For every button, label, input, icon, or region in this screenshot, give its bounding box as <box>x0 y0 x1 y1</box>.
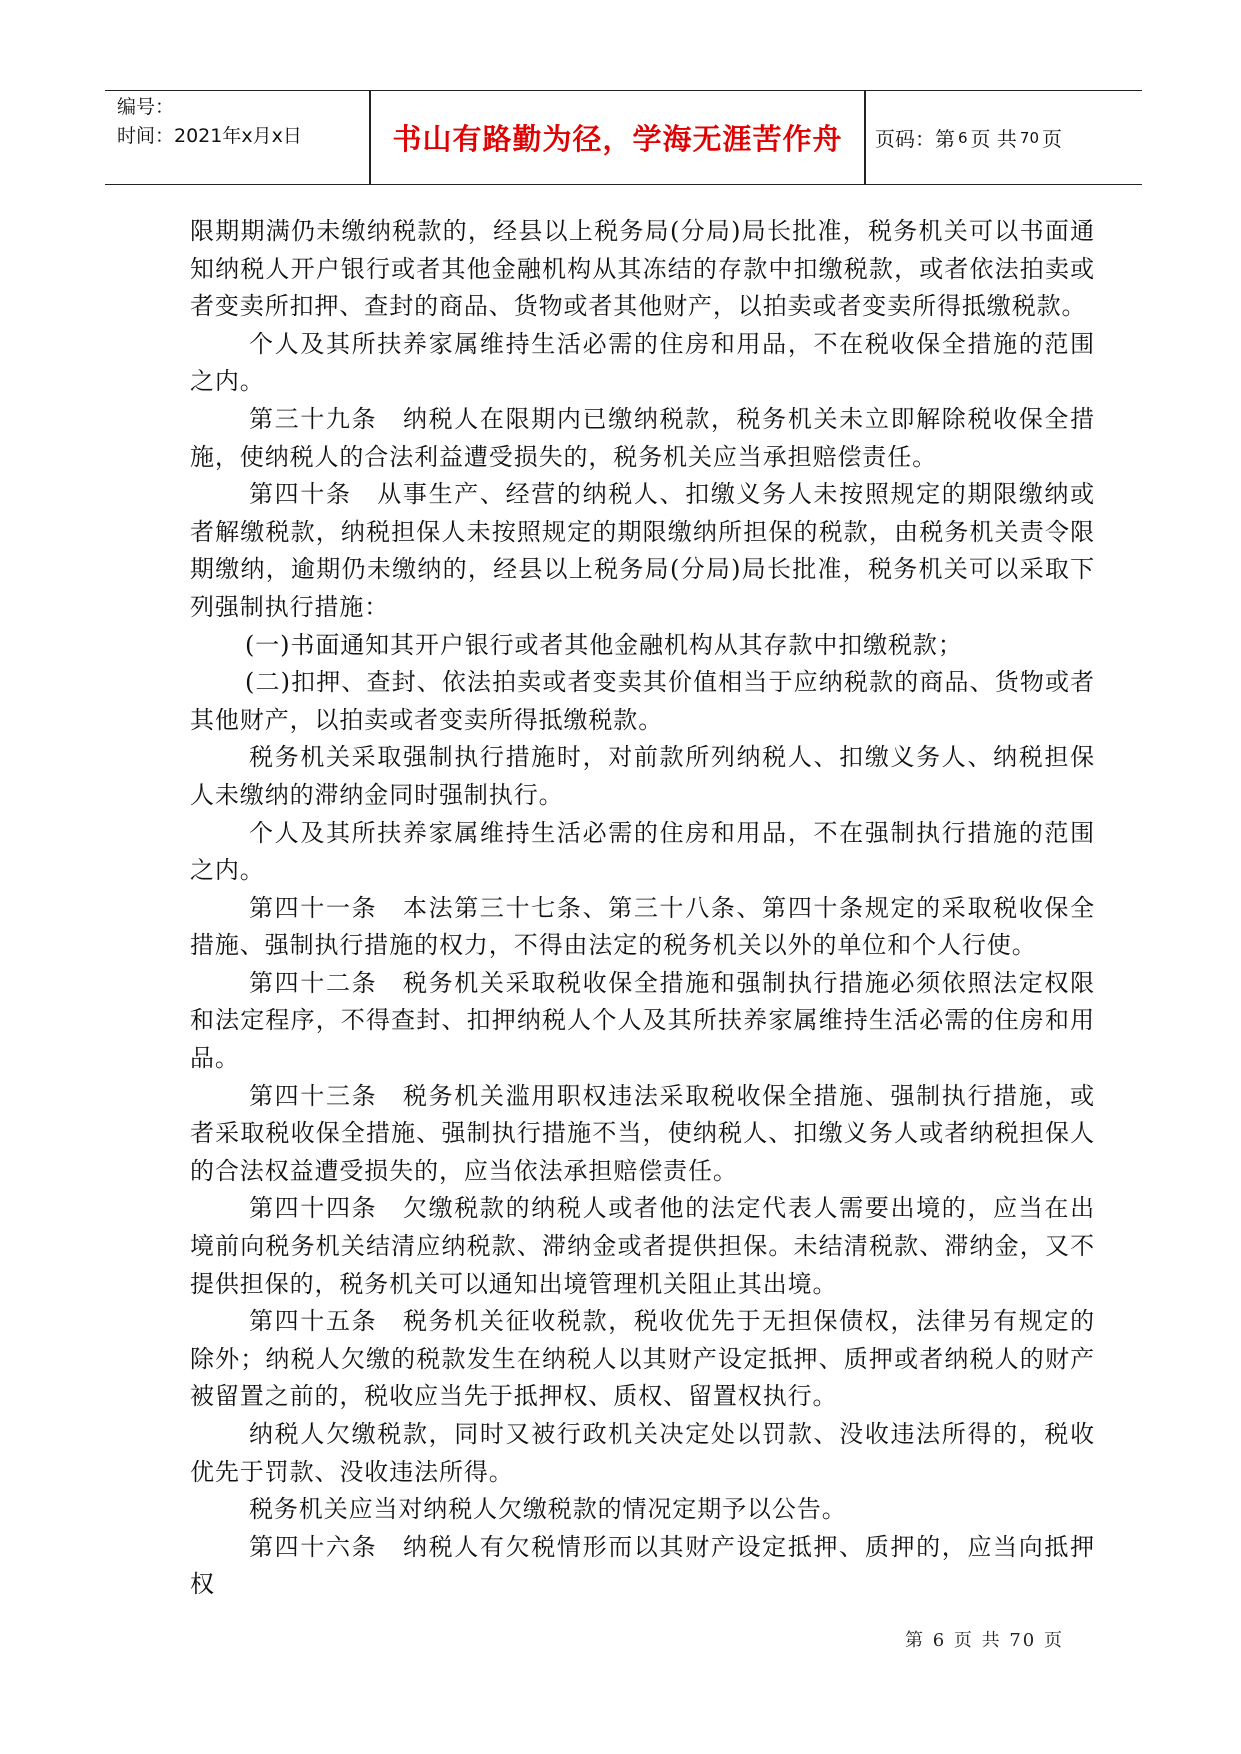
list-item: (二)扣押、查封、依法拍卖或者变卖其价值相当于应纳税款的商品、货物或者其他财产，以拍卖或者变卖所得抵缴税款。 <box>190 668 1095 734</box>
page-footer: 第 6 页 共 70 页 <box>905 1630 1064 1651</box>
article-44: 第四十四条 欠缴税款的纳税人或者他的法定代表人需要出境的，应当在出境前向税务机关结清应纳税款、滞纳金或者提供担保。未结清税款、滞纳金，又不提供担保的，税务机关可以通知出境管理机关阻止其出境。 <box>190 1194 1095 1298</box>
document-body <box>190 213 1095 1604</box>
article-43: 第四十三条 税务机关滥用职权违法采取税收保全措施、强制执行措施，或者采取税收保全措施、强制执行措施不当，使纳税人、扣缴义务人或者纳税担保人的合法权益遭受损失的，应当依法承担赔偿责任。 <box>190 1081 1095 1185</box>
header-page-info <box>875 91 1135 184</box>
doc-meta <box>117 91 375 184</box>
article-40: 第四十条 从事生产、经营的纳税人、扣缴义务人未按照规定的期限缴纳或者解缴税款，纳税担保人未按照规定的期限缴纳所担保的税款，由税务机关责令限期缴纳，逾期仍未缴纳的，经县以上税务局(分局)局长批准，税务机关可以采取下列强制执行措施： <box>190 480 1095 621</box>
page-current: 6 <box>958 128 968 147</box>
paragraph: 税务机关采取强制执行措施时，对前款所列纳税人、扣缴义务人、纳税担保人未缴纳的滞纳金同时强制执行。 <box>190 743 1095 809</box>
header-divider <box>864 91 866 184</box>
article-45: 第四十五条 税务机关征收税款，税收优先于无担保债权，法律另有规定的除外；纳税人欠缴的税款发生在纳税人以其财产设定抵押、质押或者纳税人的财产被留置之前的，税收应当先于抵押权、质权、留置权执行。 <box>190 1307 1095 1411</box>
page-header <box>105 90 1142 185</box>
paragraph: 税务机关应当对纳税人欠缴税款的情况定期予以公告。 <box>249 1495 847 1524</box>
article-41: 第四十一条 本法第三十七条、第三十八条、第四十条规定的采取税收保全措施、强制执行措施的权力，不得由法定的税务机关以外的单位和个人行使。 <box>190 893 1095 960</box>
article-42: 第四十二条 税务机关采取税收保全措施和强制执行措施必须依照法定权限和法定程序，不得查封、扣押纳税人个人及其所扶养家属维持生活必需的住房和用品。 <box>190 968 1095 1073</box>
page-prefix: 页码：第 <box>875 127 955 151</box>
paragraph: 个人及其所扶养家属维持生活必需的住房和用品，不在强制执行措施的范围之内。 <box>190 818 1095 885</box>
page-suffix: 页 <box>1042 127 1062 151</box>
paragraph: 纳税人欠缴税款，同时又被行政机关决定处以罚款、没收违法所得的，税收优先于罚款、没收违法所得。 <box>190 1420 1095 1486</box>
page-middle: 页 共 <box>970 127 1017 151</box>
paragraph: 个人及其所扶养家属维持生活必需的住房和用品，不在税收保全措施的范围之内。 <box>190 329 1095 396</box>
paragraph: 限期期满仍未缴纳税款的，经县以上税务局(分局)局长批准，税务机关可以书面通知纳税人开户银行或者其他金融机构从其冻结的存款中扣缴税款，或者依法拍卖或者变卖所扣押、查封的商品、货物或者其他财产，以拍卖或者变卖所得抵缴税款。 <box>190 217 1095 321</box>
article-46: 第四十六条 纳税人有欠税情形而以其财产设定抵押、质押的，应当向抵押权 <box>190 1532 1095 1599</box>
page-total: 70 <box>1019 128 1039 147</box>
doc-time: 时间：2021年x月x日 <box>117 125 302 147</box>
list-item: (一)书面通知其开户银行或者其他金融机构从其存款中扣缴税款； <box>245 630 963 659</box>
header-motto: 书山有路勤为径，学海无涯苦作舟 <box>392 122 843 156</box>
doc-number-label: 编号： <box>117 96 175 118</box>
article-39: 第三十九条 纳税人在限期内已缴纳税款，税务机关未立即解除税收保全措施，使纳税人的合法利益遭受损失的，税务机关应当承担赔偿责任。 <box>190 404 1095 471</box>
